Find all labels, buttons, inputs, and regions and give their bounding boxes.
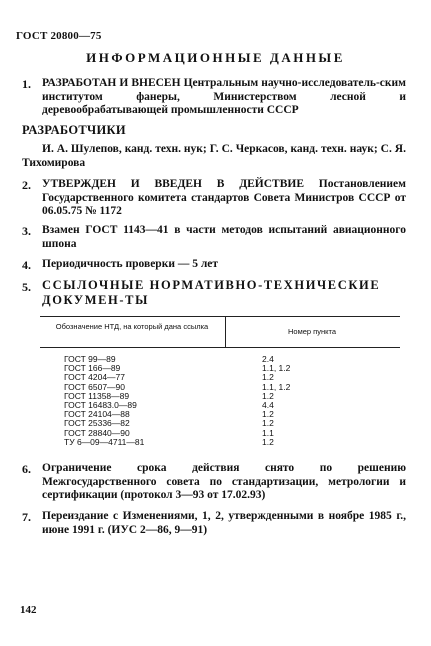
table-cell-clause: 1.2 — [262, 390, 274, 401]
table-cell-clause: 1.2 — [262, 372, 274, 383]
table-top-rule — [40, 316, 400, 317]
section-5-number: 5. — [22, 280, 31, 294]
table-header-designation: Обозначение НТД, на который дана ссылка — [55, 322, 209, 331]
section-6-text: Ограничение срока действия снято по решению Межгосударственного совета по стандартизации, метрологии и сертификации (протокол 3—93 от 17.02.93) — [42, 462, 406, 501]
table-row: ГОСТ 4204—77 — [64, 372, 126, 383]
section-2-number: 2. — [22, 178, 31, 192]
table-row: ГОСТ 6507—90 — [64, 381, 126, 392]
section-7-text: Переиздание с Изменениями, 1, 2, утвержденными в ноябре 1985 г., июне 1991 г. (ИУС 2—86, 9—91) — [42, 510, 406, 536]
table-cell-clause: 2.4 — [262, 354, 274, 364]
table-row: ГОСТ 16483.0—89 — [64, 400, 137, 411]
table-cell-clause: 1.1, 1.2 — [262, 381, 291, 392]
table-row: ТУ 6—09—4711—81 — [64, 436, 145, 447]
table-row: ГОСТ 25336—82 — [64, 418, 130, 429]
table-header-clause: Номер пункта — [287, 327, 336, 336]
table-designation-column — [64, 355, 214, 447]
table-cell-clause: 1.2 — [262, 436, 274, 447]
table-row: ГОСТ 24104—88 — [64, 409, 130, 420]
table-row: ГОСТ 99—89 — [64, 354, 116, 364]
developers-heading: РАЗРАБОТЧИКИ — [22, 123, 126, 137]
page-number: 142 — [20, 604, 37, 616]
table-cell-clause: 1.2 — [262, 418, 274, 429]
section-1-text: РАЗРАБОТАН И ВНЕСЕН Центральным научно-исследователь-ским институтом фанеры, Министерством лесной и деревообрабатывающей промышленности СССР — [42, 77, 406, 116]
table-header-rule — [40, 347, 400, 348]
section-4-text: Периодичность проверки — 5 лет — [42, 258, 219, 270]
section-5-text: ССЫЛОЧНЫЕ НОРМАТИВНО-ТЕХНИЧЕСКИЕ ДОКУМЕН-ТЫ — [42, 278, 381, 307]
developers-text: И. А. Шулепов, канд. техн. нук; Г. С. Черкасов, канд. техн. наук; С. Я. Тихомирова — [22, 143, 406, 169]
document-code: ГОСТ 20800—75 — [16, 30, 102, 42]
table-row: ГОСТ 28840—90 — [64, 427, 130, 438]
table-header-divider — [225, 316, 226, 347]
table-cell-clause: 4.4 — [262, 400, 274, 411]
table-clause-column — [262, 355, 382, 447]
section-3-text: Взамен ГОСТ 1143—41 в части методов испытаний авиационного шпона — [42, 224, 406, 250]
table-row: ГОСТ 11358—89 — [64, 390, 130, 401]
section-1-number: 1. — [22, 77, 31, 91]
section-3-number: 3. — [22, 224, 31, 238]
section-6-number: 6. — [22, 462, 31, 476]
section-4-number: 4. — [22, 258, 31, 272]
table-row: ГОСТ 166—89 — [64, 363, 121, 374]
section-7-number: 7. — [22, 510, 31, 524]
table-cell-clause: 1.1, 1.2 — [262, 363, 291, 374]
table-cell-clause: 1.1 — [262, 427, 274, 438]
page-title: ИНФОРМАЦИОННЫЕ ДАННЫЕ — [86, 50, 345, 65]
section-2-text: УТВЕРЖДЕН И ВВЕДЕН В ДЕЙСТВИЕ Постановлением Государственного комитета стандартов Совета Министров СССР от 06.05.75 № 1172 — [42, 178, 406, 217]
table-cell-clause: 1.2 — [262, 409, 274, 420]
